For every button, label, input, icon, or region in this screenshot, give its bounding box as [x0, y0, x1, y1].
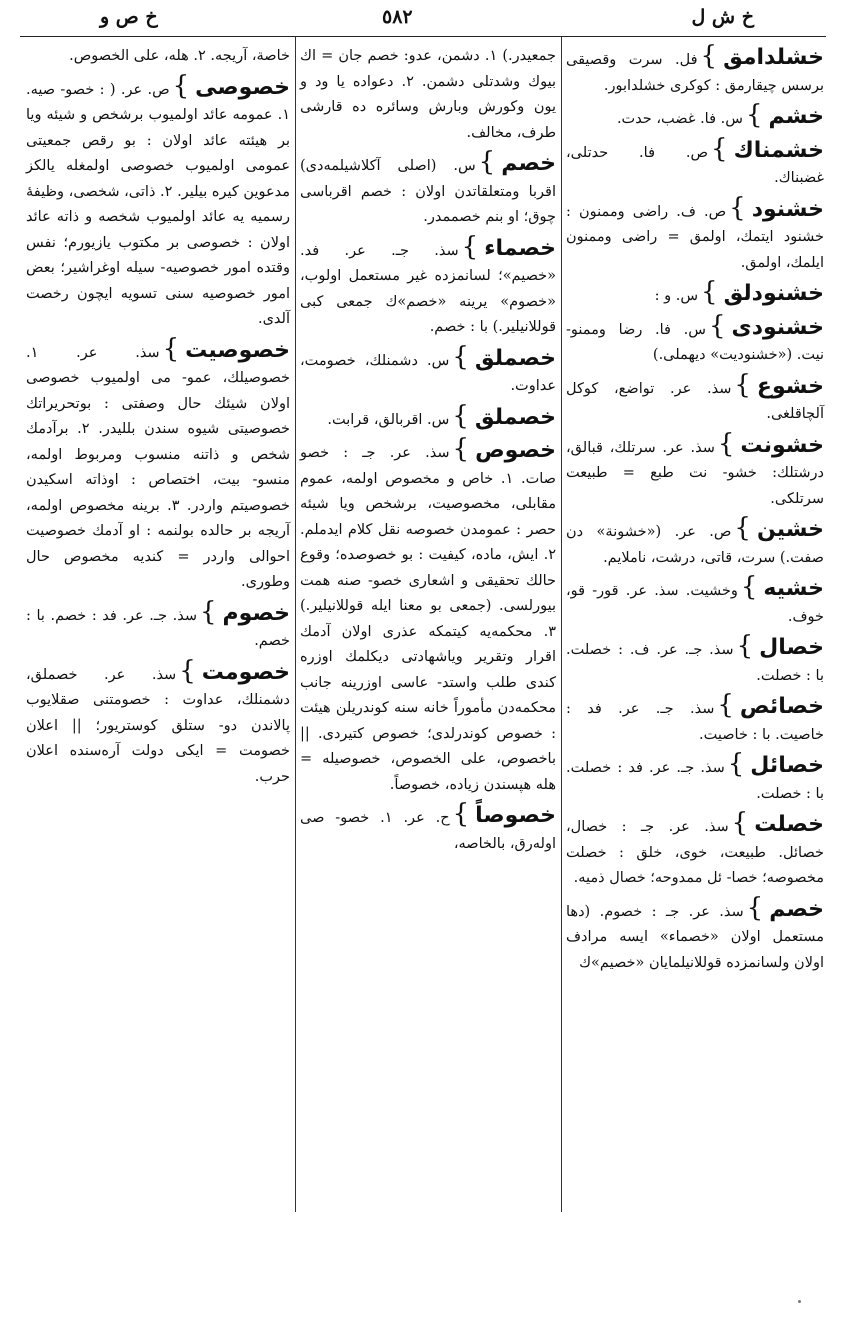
- entry-headword: خشنودى: [731, 314, 824, 340]
- dictionary-entry-continuation: [300, 44, 556, 146]
- dictionary-entry: خشوع}سذ. عر. تواضع، كوكل آلچاقلغى.: [566, 369, 824, 422]
- entry-headword: خشم: [768, 104, 824, 129]
- entry-headword: خصائص: [739, 694, 824, 719]
- dictionary-entry: خصائص}سذ. جـ. عر. فد : خاصيت. با : خاصيت.: [566, 690, 824, 743]
- entry-headword: خصملق: [474, 404, 556, 430]
- column-divider-left: [295, 37, 296, 1212]
- dictionary-entry: خصال}سذ. جـ. عر. ف. : خصلت. با : خصلت.: [566, 631, 824, 684]
- entry-definition: سذ. جـ. عر. فد : خصلت. با : خصلت.: [566, 760, 824, 802]
- entry-headword: خصومت: [201, 659, 290, 685]
- dictionary-entry: خشيه}وخشيت. سذ. عر. قور- قو، خوف.: [566, 572, 824, 625]
- page-header: [0, 0, 846, 36]
- entry-definition: جمعيدر.) ١. دشمن، عدو: خصم جان = اك بيوك وشدتلى دشمن. ٢. دعوادە يا ود و يون وكورش وبارش وسائره ده قارشى طرف، مخالف.: [300, 48, 556, 141]
- dictionary-entry: خصوم}سذ. جـ. عر. فد : خصم. با : خصم.: [26, 596, 290, 649]
- entry-headword: خصال: [759, 635, 824, 660]
- entry-definition: س. (اصلى آكلاشيلمەدى) اقربا ومتعلقاتدن اولان : خصم اقرباسى چوق؛ او بنم خصممدر.: [300, 158, 556, 225]
- entry-headword: خصلت: [754, 812, 824, 837]
- entry-definition: سذ. عر. جـ : خصال، خصائل. طبيعت، خوى، خلق : خصلت مخصوصه؛ خصا- ئل ممدوحه؛ خصال ذميه.: [566, 819, 824, 886]
- header-right-guide-letters: خ ش ل: [691, 6, 754, 28]
- entry-definition: س. فا. غضب، حدت.: [616, 111, 743, 127]
- entry-definition: سذ. عر. جـ : خصو صات. ١. خاص و مخصوص اولمە، عموم مقابلى، مخصوصيت، برشخص ويا شيئه حصر : عمومدن خصوصه نقل كلام ايدملم. ٢. ايش، مادە، كيفيت : بو خصوصده؛ وقوع حالك تحقيقى و اشعارى خصو- صنه همت بيورلسى. (جمعى بو معنا ايله قوللانيلير.) ٣. محكمەيه كيتمكه عذرى اولان آدمك اقرار وتقرير وياشهادتى ديكلمك اوزره كندى طلب واستد- عاسى اوزرينه جانب محكمەدن مأموراً خانه سنه كوندريلن هيئت : خصوص كوندرلدى؛ خصوص كتيردى. || باخصوص، على الخصوص، خصوصيله = هله هپسندن زيادە، خصوصاً.: [300, 445, 556, 793]
- entry-headword: خصم: [769, 896, 824, 922]
- entry-headword: خصوص: [475, 438, 556, 463]
- entry-definition: س. دشمنلك، خصومت، عداوت.: [300, 352, 556, 394]
- entry-headword: خصوم: [222, 600, 290, 626]
- page-number: ٥٨٢: [382, 6, 413, 28]
- dictionary-entry: خشين}ص. عر. («خشونة» دن صفت.) سرت، قاتى، درشت، ناملايم.: [566, 513, 824, 566]
- dictionary-entry: خصملق}س. اقربالق، قرابت.: [327, 400, 556, 431]
- entry-definition: فل. سرت وقصيقى برسس چيقارمق : كوكرى خشلدابور.: [566, 52, 824, 94]
- dictionary-entry: خشم}س. فا. غضب، حدت.: [616, 100, 824, 130]
- entry-definition: خاصة، آريجە. ٢. هله، على الخصوص.: [69, 48, 290, 64]
- entry-headword: خشين: [756, 517, 824, 542]
- entry-definition: سذ. عر. ١. خصوصيلك، عمو- مى اولميوب خصوصى اولان شيئك حال وصفتى : بوتحريراتك خصوصيتى شيوه سندن بلليدر. ٢. برآدمك شخص و ذاتنه منسوب ومربوط اولمە، منسو- بيت، اختصاص : اوذاته اسكيدن خصوصيتم واردر. ٣. برينه مخصوص اولمە، آريجە بر حالده بولنمە : او آدمك خصوصيت احوالى واردر = كنديه مخصوص حال وطورى.: [26, 344, 290, 590]
- column-middle: [300, 44, 556, 861]
- dictionary-entry: خشلدامق}فل. سرت وقصيقى برسس چيقارمق : كوكرى خشلدابور.: [566, 41, 824, 94]
- entry-definition: س. اقربالق، قرابت.: [327, 411, 450, 428]
- entry-headword: خشنودلق: [723, 281, 824, 306]
- dictionary-entry: خصومت}سذ. عر. خصملق، دشمنلك، عداوت : خصومتنى صقلايوب پالاندن دو- ستلق كوستريور؛ || اعلان خصومت = ايكى دولت آرەسنده اعلان حرب.: [26, 655, 290, 785]
- entry-headword: خشمناك: [733, 137, 824, 163]
- entry-definition: سذ. عر. جـ : خصوم. (دها مستعمل اولان «خصماء» ايسه مرادف اولان ولسانمزده قوللانيلمايان «خصيم»ك: [566, 903, 824, 971]
- dictionary-entry: خشنود}ص. ف. راضى وممنون : خشنود ايتمك، اولمق = راضى وممنون ايلمك، اولمق.: [566, 192, 824, 271]
- dictionary-entry: خصم}س. (اصلى آكلاشيلمەدى) اقربا ومتعلقاتدن اولان : خصم اقرباسى چوق؛ او بنم خصممدر.: [300, 147, 556, 225]
- entry-headword: خصائل: [750, 753, 824, 778]
- entry-headword: خصوصى: [195, 74, 290, 100]
- entry-headword: خصماء: [484, 235, 556, 261]
- entry-headword: خصوصاً: [475, 803, 556, 828]
- column-left: [26, 44, 290, 794]
- dictionary-entry: خصلت}سذ. عر. جـ : خصال، خصائل. طبيعت، خوى، خلق : خصلت مخصوصه؛ خصا- ئل ممدوحه؛ خصال ذميه.: [566, 808, 824, 886]
- entry-headword: خصوصيت: [185, 337, 290, 363]
- entry-definition: س. و :: [654, 288, 699, 304]
- dictionary-entry: خصائل}سذ. جـ. عر. فد : خصلت. با : خصلت.: [566, 749, 824, 802]
- entry-headword: خشوع: [756, 373, 824, 399]
- dictionary-entry: خصوص}سذ. عر. جـ : خصو صات. ١. خاص و مخصوص اولمە، عموم مقابلى، مخصوصيت، برشخص ويا شيئه حصر : عمومدن خصوصه نقل كلام ايدملم. ٢. ايش، مادە، كيفيت : بو خصوصده؛ وقوع حالك تحقيقى و اشعارى خصو- صنه همت بيورلسى. (جمعى بو معنا ايله قوللانيلير.) ٣. محكمەيه كيتمكه عذرى اولان آدمك اقرار وتقرير وياشهادتى ديكلمك اوزره كندى طلب واستد- عاسى اوزرينه جانب محكمەدن مأموراً خانه سنه كوندريلن هيئت : خصوص كوندرلدى؛ خصوص كتيردى. || باخصوص، على الخصوص، خصوصيله = هله هپسندن زيادە، خصوصاً.: [300, 434, 556, 793]
- header-left-guide-letters: خ ص و: [100, 6, 158, 28]
- column-right: [566, 41, 824, 980]
- entry-headword: خشلدامق: [723, 45, 824, 70]
- entry-definition: سذ. عر. تواضع، كوكل آلچاقلغى.: [566, 380, 824, 422]
- dictionary-entry-continuation: [26, 44, 290, 70]
- entry-definition: سذ. جـ. عر. فد. «خصيم»؛ لسانمزده غير مستعمل اولوب، «خصوم» يرينه «خصم»ك جمعى كبى قوللانيلير.) با : خصم.: [300, 242, 556, 335]
- entry-definition: ص. عر. («خشونة» دن صفت.) سرت، قاتى، درشت، ناملايم.: [566, 524, 824, 566]
- dictionary-entry: خصوصيت}سذ. عر. ١. خصوصيلك، عمو- مى اولميوب خصوصى اولان شيئك حال وصفتى : بوتحريراتك خصوصيتى شيوه سندن بلليدر. ٢. برآدمك شخص و ذاتنه منسوب ومربوط اولمە، منسو- بيت، اختصاص : اوذاته اسكيدن خصوصيتم واردر. ٣. برينه مخصوص اولمە، آريجە بر حالده بولنمە : او آدمك خصوصيت احوالى واردر = كنديه مخصوص حال وطورى.: [26, 333, 290, 590]
- entry-definition: ص. فا. حدتلى، غضبناك.: [566, 144, 824, 186]
- dictionary-entry: خشمناك}ص. فا. حدتلى، غضبناك.: [566, 133, 824, 186]
- dictionary-entry: خصماء}سذ. جـ. عر. فد. «خصيم»؛ لسانمزده غير مستعمل اولوب، «خصوم» يرينه «خصم»ك جمعى كبى قوللانيلير.) با : خصم.: [300, 231, 556, 335]
- column-divider-right: [561, 37, 562, 1212]
- header-rule: [20, 36, 826, 37]
- entry-definition: سذ. عر. خصملق، دشمنلك، عداوت : خصومتنى صقلايوب پالاندن دو- ستلق كوستريور؛ || اعلان خصومت = ايكى دولت آرەسنده اعلان حرب.: [26, 666, 290, 785]
- entry-definition: سذ. جـ. عر. ف. : خصلت. با : خصلت.: [566, 642, 824, 684]
- entry-headword: خشونت: [740, 432, 824, 458]
- entry-definition: وخشيت. سذ. عر. قور- قو، خوف.: [566, 583, 824, 625]
- entry-headword: خصم: [501, 151, 556, 176]
- entry-definition: ص. ف. راضى وممنون : خشنود ايتمك، اولمق = راضى وممنون ايلمك، اولمق.: [566, 203, 824, 271]
- print-speck: [798, 1300, 801, 1303]
- entry-definition: سذ. جـ. عر. فد : خاصيت. با : خاصيت.: [566, 701, 824, 743]
- entry-headword: خصملق: [474, 345, 556, 371]
- entry-definition: سذ. عر. سرتلك، قبالق، درشتلك: خشو- نت طبع = طبيعت سرتلكى.: [566, 439, 824, 507]
- dictionary-entry: خشونت}سذ. عر. سرتلك، قبالق، درشتلك: خشو- نت طبع = طبيعت سرتلكى.: [566, 428, 824, 507]
- dictionary-entry: خصم}سذ. عر. جـ : خصوم. (دها مستعمل اولان «خصماء» ايسه مرادف اولان ولسانمزده قوللانيلمايان «خصيم»ك: [566, 892, 824, 971]
- dictionary-entry: خشنودى}س. فا. رضا وممنو- نيت. («خشنوديت» ديهملى.): [566, 310, 824, 363]
- entry-definition: س. فا. رضا وممنو- نيت. («خشنوديت» ديهملى.): [566, 321, 824, 363]
- entry-definition: ح. عر. ١. خصو- صى اولەرق، بالخاصه،: [300, 810, 556, 852]
- dictionary-entry: خصوصى}ص. عر. ( : خصو- صيه. ١. عمومه عائد اولميوب برشخص و شيئه ويا بر هيئته عائد اولان : بو رقص جمعيتى عمومى اولميوب خصوصى اولمغله يالكز مدعوين كيره بيلير. ٢. ذاتى، شخصى، وظيفهٔ رسميه يه عائد اولميوب شخصه و ذاته عائد اولان : خصوصى بر مكتوب يازيورم؛ نفس وقتده امور خصوصيه- سيله اوغراشير؛ بعض امور خصوصيه سنى تسويه ايچون رخصت آلدى.: [26, 70, 290, 327]
- dictionary-entry: خصوصاً}ح. عر. ١. خصو- صى اولەرق، بالخاصه،: [300, 799, 556, 852]
- dictionary-entry: خشنودلق}س. و :: [654, 277, 824, 307]
- dictionary-entry: خصملق}س. دشمنلك، خصومت، عداوت.: [300, 341, 556, 394]
- entry-definition: سذ. جـ. عر. فد : خصم. با : خصم.: [26, 607, 290, 649]
- entry-headword: خشيه: [763, 576, 824, 601]
- entry-headword: خشنود: [751, 196, 824, 222]
- entry-definition: ص. عر. ( : خصو- صيه. ١. عمومه عائد اولميوب برشخص و شيئه ويا بر هيئته عائد اولان : بو رقص جمعيتى عمومى اولميوب خصوصى اولمغله يالكز مدعوين كيره بيلير. ٢. ذاتى، شخصى، وظيفهٔ رسميه يه عائد اولميوب شخصه و ذاته عائد اولان : خصوصى بر مكتوب يازيورم؛ نفس وقتده امور خصوصيه- سيله اوغراشير؛ بعض امور خصوصيه سنى تسويه ايچون رخصت آلدى.: [26, 81, 290, 327]
